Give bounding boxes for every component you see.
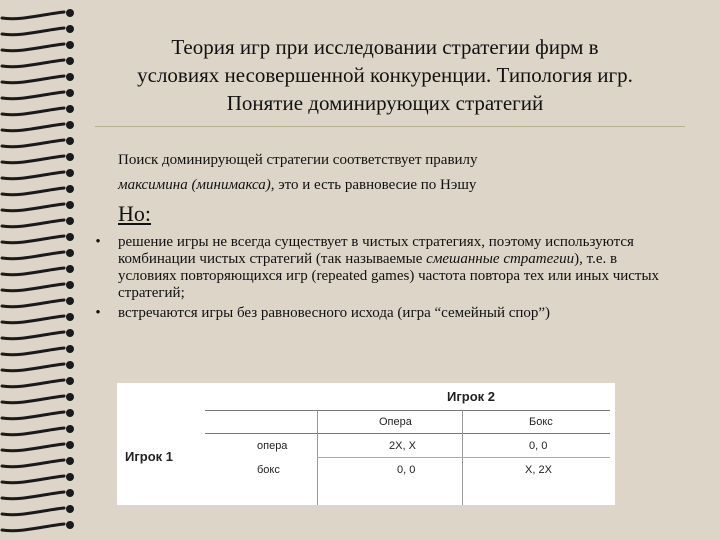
binding-hole — [66, 169, 74, 177]
binding-hole — [66, 393, 74, 401]
binding-hole — [66, 489, 74, 497]
binding-ring — [2, 332, 64, 339]
binding-ring — [2, 492, 64, 499]
title-line: Понятие доминирующих стратегий — [226, 91, 544, 115]
binding-hole — [66, 153, 74, 161]
table-cell: X, 2X — [525, 464, 552, 476]
binding-hole — [66, 201, 74, 209]
player2-label: Игрок 2 — [447, 389, 495, 404]
list-item — [88, 305, 678, 322]
binding-hole — [66, 329, 74, 337]
table-cell: 0, 0 — [529, 440, 548, 452]
binding-hole — [66, 121, 74, 129]
binding-ring — [2, 92, 64, 99]
binding-ring — [2, 380, 64, 387]
binding-hole — [66, 505, 74, 513]
binding-ring — [2, 428, 64, 435]
binding-ring — [2, 204, 64, 211]
binding-hole — [66, 281, 74, 289]
binding-ring — [2, 44, 64, 51]
binding-ring — [2, 524, 64, 531]
binding-hole — [66, 425, 74, 433]
bullet-text: встречаются игры без равновесного исхода (игра “семейный спор”) — [118, 305, 551, 321]
title-line: Теория игр при исследовании стратегии фирм в — [171, 35, 599, 59]
binding-ring — [2, 124, 64, 131]
binding-ring — [2, 268, 64, 275]
table-rule — [317, 457, 610, 458]
title-line: условиях несовершенной конкуренции. Типология игр. — [137, 63, 633, 87]
binding-ring — [2, 172, 64, 179]
table-rule — [205, 433, 610, 434]
binding-ring — [2, 108, 64, 115]
binding-hole — [66, 361, 74, 369]
binding-ring — [2, 444, 64, 451]
binding-ring — [2, 476, 64, 483]
col-header: Бокс — [529, 416, 553, 428]
binding-hole — [66, 25, 74, 33]
binding-ring — [2, 140, 64, 147]
table-cell: 0, 0 — [397, 464, 416, 476]
table-cell: 2X, X — [389, 440, 416, 452]
mixed-strategies-term: смешанные стратегии — [426, 251, 575, 267]
binding-hole — [66, 57, 74, 65]
binding-ring — [2, 156, 64, 163]
player1-label: Игрок 1 — [125, 449, 173, 464]
bullet-icon: • — [95, 305, 101, 321]
binding-ring — [2, 60, 64, 67]
maximin-term: максимина (минимакса) — [118, 177, 271, 193]
binding-ring — [2, 76, 64, 83]
row-label: опера — [257, 440, 288, 452]
binding-hole — [66, 377, 74, 385]
bullet-text: решение игры не всегда существует в чистых стратегиях, поэтому используются комбинации чистых стратегий (так называемые — [118, 234, 634, 267]
binding-hole — [66, 473, 74, 481]
intro-line: Поиск доминирующей стратегии соответствует правилу — [118, 152, 478, 168]
bullet-icon: • — [95, 234, 101, 250]
slide-title — [90, 33, 680, 117]
row-label: бокс — [257, 464, 280, 476]
binding-ring — [2, 300, 64, 307]
binding-hole — [66, 9, 74, 17]
binding-ring — [2, 364, 64, 371]
binding-hole — [66, 73, 74, 81]
binding-hole — [66, 441, 74, 449]
binding-ring — [2, 316, 64, 323]
binding-ring — [2, 348, 64, 355]
binding-ring — [2, 252, 64, 259]
binding-ring — [2, 236, 64, 243]
binding-hole — [66, 41, 74, 49]
bullet-text: ), т.е. в условиях повторяющихся игр (repeated games) частота повтора тех или иных чистых стратегий; — [118, 251, 660, 301]
binding-ring — [2, 12, 64, 19]
payoff-matrix — [117, 383, 615, 505]
binding-hole — [66, 313, 74, 321]
binding-hole — [66, 249, 74, 257]
binding-hole — [66, 457, 74, 465]
but-heading: Но: — [118, 201, 151, 226]
binding-hole — [66, 521, 74, 529]
col-header: Опера — [379, 416, 412, 428]
intro-paragraph — [118, 148, 678, 198]
list-item — [88, 234, 678, 302]
binding-hole — [66, 89, 74, 97]
binding-ring — [2, 412, 64, 419]
binding-hole — [66, 185, 74, 193]
binding-ring — [2, 284, 64, 291]
title-divider — [95, 126, 685, 127]
table-rule — [205, 410, 610, 411]
binding-ring — [2, 28, 64, 35]
intro-line — [118, 173, 678, 198]
intro-line-rest: , это и есть равновесие по Нэшу — [270, 177, 477, 193]
binding-hole — [66, 137, 74, 145]
binding-hole — [66, 409, 74, 417]
binding-hole — [66, 345, 74, 353]
bullet-list — [88, 234, 678, 325]
binding-ring — [2, 460, 64, 467]
spiral-binding — [0, 0, 82, 540]
binding-hole — [66, 217, 74, 225]
binding-ring — [2, 220, 64, 227]
binding-ring — [2, 508, 64, 515]
binding-hole — [66, 265, 74, 273]
binding-ring — [2, 396, 64, 403]
binding-hole — [66, 297, 74, 305]
binding-hole — [66, 105, 74, 113]
binding-hole — [66, 233, 74, 241]
binding-ring — [2, 188, 64, 195]
